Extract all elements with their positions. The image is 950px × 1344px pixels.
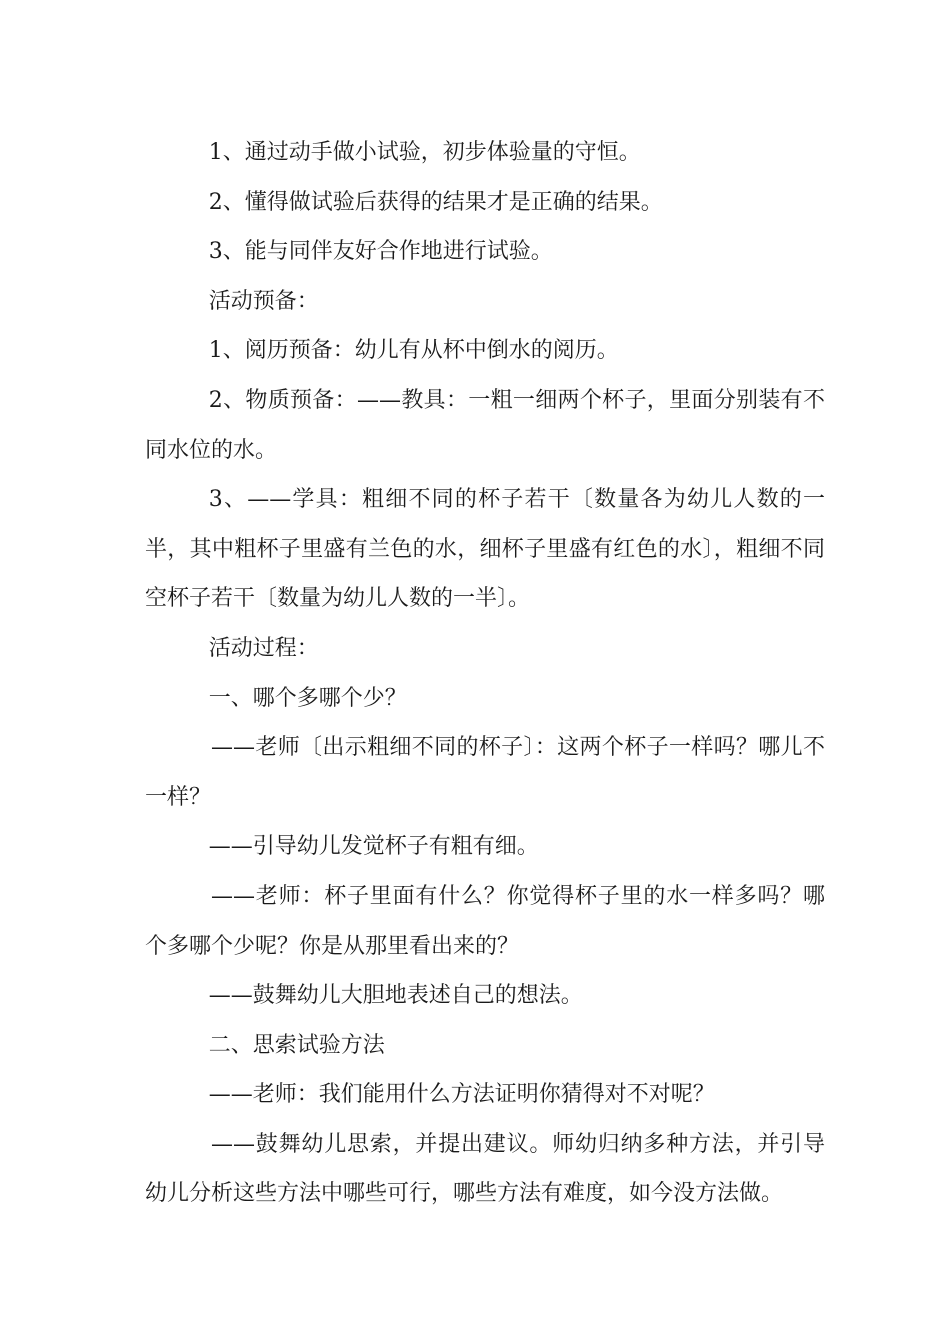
objective-1: 1、通过动手做小试验，初步体验量的守恒。 (208, 140, 641, 165)
section-heading-preparation: 活动预备： (208, 288, 319, 314)
step-2-heading: 二、思索试验方法 (208, 1032, 385, 1058)
preparation-materials-student: 3、——学具：粗细不同的杯子若干〔数量各为幼儿人数的一半，其中粗杯子里盛有兰色的水，细杯子里盛有红色的水〕，粗细不同空杯子若干〔数量为幼儿人数的一半〕。 (145, 487, 825, 612)
step-2-teacher-question: ——老师：我们能用什么方法证明你猜得对不对呢？ (208, 1082, 715, 1108)
objective-2: 2、懂得做试验后获得的结果才是正确的结果。 (208, 189, 663, 215)
step-1-teacher-question: ——老师〔出示粗细不同的杯子〕：这两个杯子一样吗？哪儿不一样？ (145, 735, 825, 810)
document-body (145, 128, 825, 1219)
objective-3: 3、能与同伴友好合作地进行试验。 (208, 239, 553, 265)
step-1-teacher-followup: ——老师：杯子里面有什么？你觉得杯子里的水一样多吗？哪个多哪个少呢？你是从那里看出来的？ (145, 883, 825, 959)
step-1-heading: 一、哪个多哪个少？ (208, 685, 407, 711)
step-2-encourage: ——鼓舞幼儿思索，并提出建议。师幼归纳多种方法，并引导幼儿分析这些方法中哪些可行，哪些方法有难度，如今没方法做。 (145, 1131, 825, 1207)
step-1-guide: ——引导幼儿发觉杯子有粗有细。 (208, 834, 539, 860)
step-1-encourage: ——鼓舞幼儿大胆地表述自己的想法。 (208, 983, 583, 1009)
preparation-materials-teacher: 2、物质预备：——教具：一粗一细两个杯子，里面分别装有不同水位的水。 (145, 387, 825, 463)
section-heading-process: 活动过程： (208, 635, 319, 661)
preparation-experience: 1、阅历预备：幼儿有从杯中倒水的阅历。 (208, 338, 619, 364)
